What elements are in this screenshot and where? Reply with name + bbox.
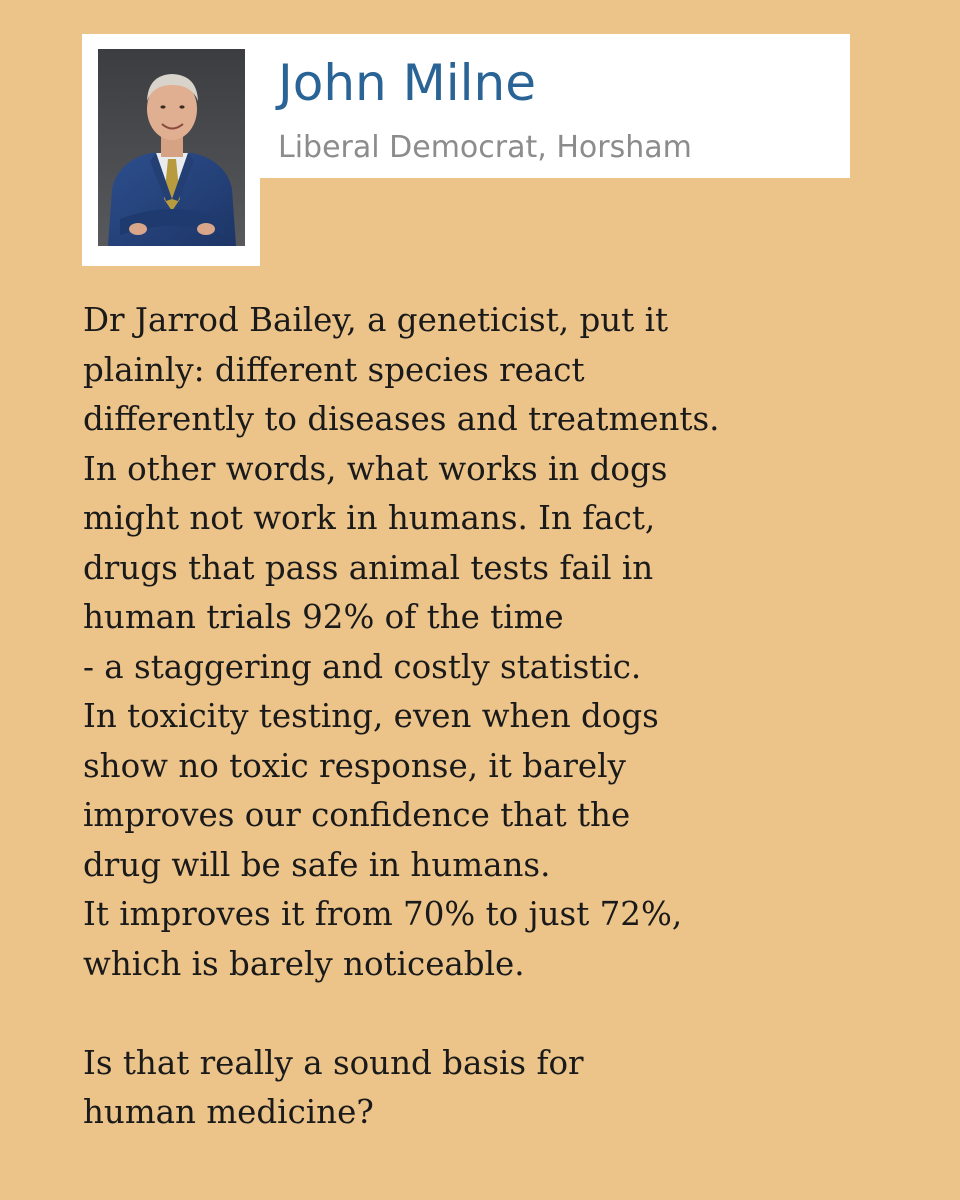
quote-line: Dr Jarrod Bailey, a geneticist, put it: [83, 301, 669, 339]
quote-line: differently to diseases and treatments.: [83, 400, 720, 438]
portrait-frame: [82, 34, 260, 266]
question-line: Is that really a sound basis for: [83, 1043, 584, 1082]
quote-line: It improves it from 70% to just 72%,: [83, 895, 683, 933]
quote-line: In other words, what works in dogs: [83, 449, 668, 488]
profile-name: John Milne: [278, 54, 536, 112]
quote-line: might not work in humans. In fact,: [83, 499, 656, 537]
quote-line: In toxicity testing, even when dogs: [83, 697, 659, 735]
quote-line: human trials 92% of the time: [83, 598, 564, 636]
quote-body: [83, 296, 943, 1138]
profile-affiliation: Liberal Democrat, Horsham: [278, 130, 692, 165]
question-line: human medicine?: [83, 1093, 374, 1131]
quote-line: improves our confidence that the: [83, 796, 631, 834]
portrait-photo: [98, 49, 245, 246]
quote-line: show no toxic response, it barely: [83, 746, 626, 785]
quote-line: drugs that pass animal tests fail in: [83, 548, 654, 587]
quote-line: drug will be safe in humans.: [83, 845, 551, 884]
quote-line: which is barely noticeable.: [83, 944, 525, 983]
paragraph-gap: [83, 989, 943, 1039]
quote-line: plainly: different species react: [83, 350, 585, 389]
quote-line: - a staggering and costly statistic.: [83, 647, 642, 686]
